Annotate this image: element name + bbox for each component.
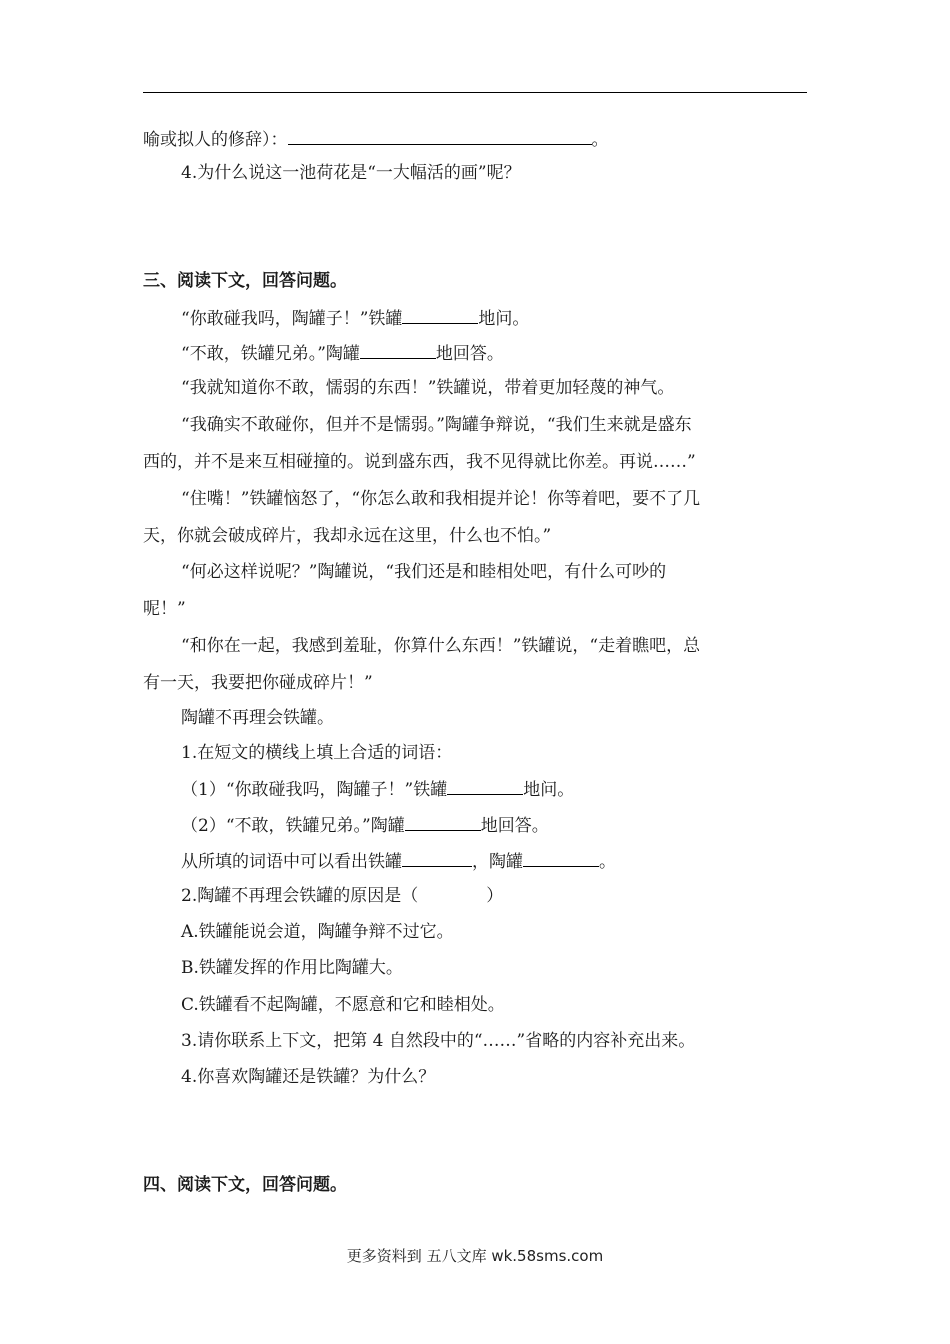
answer-blank[interactable]	[447, 778, 523, 795]
answer-blank[interactable]	[405, 814, 481, 831]
paragraph-4-line-1: “我确实不敢碰你，但并不是懦弱。”陶罐争辩说，“我们生来就是盛东	[181, 415, 692, 435]
paragraph-5-line-1: “住嘴！”铁罐恼怒了，“你怎么敢和我相提并论！你等着吧，要不了几	[181, 489, 701, 509]
prev-question-line	[143, 128, 609, 151]
paragraph-8: 陶罐不再理会铁罐。	[181, 708, 334, 728]
question-2: 2.陶罐不再理会铁罐的原因是（ ）	[181, 886, 504, 906]
prev-line-text: 喻或拟人的修辞）：	[143, 130, 288, 150]
paragraph-4-line-2: 西的，并不是来互相碰撞的。说到盛东西，我不见得就比你差。再说……”	[143, 452, 696, 472]
paragraph-2: “不敢，铁罐兄弟。”陶罐 地回答。	[181, 344, 504, 364]
paragraph-1: “你敢碰我吗，陶罐子！”铁罐 地问。	[181, 309, 530, 329]
paragraph-7-line-2: 有一天，我要把你碰成碎片！”	[143, 673, 373, 693]
paragraph-7-line-1: “和你在一起，我感到羞耻，你算什么东西！”铁罐说，“走着瞧吧，总	[181, 636, 701, 656]
section3-heading: 三、阅读下文，回答问题。	[143, 271, 347, 291]
answer-blank[interactable]	[523, 850, 599, 867]
question-1-3: 从所填的词语中可以看出铁罐 ，陶罐 。	[181, 852, 616, 872]
prev-question-4: 4.为什么说这一池荷花是“一大幅活的画”呢？	[181, 163, 521, 183]
option-a: A.铁罐能说会道，陶罐争辩不过它。	[181, 922, 454, 942]
paragraph-3: “我就知道你不敢，懦弱的东西！”铁罐说，带着更加轻蔑的神气。	[181, 378, 675, 398]
prev-line-end: 。	[591, 130, 609, 150]
header-rule	[143, 92, 807, 93]
question-4: 4.你喜欢陶罐还是铁罐？为什么？	[181, 1067, 436, 1087]
footer-source-text: 更多资料到 五八文库 wk.58sms.com	[346, 1247, 604, 1265]
paragraph-6-line-1: “何必这样说呢？”陶罐说，“我们还是和睦相处吧，有什么可吵的	[181, 562, 667, 582]
paragraph-6-line-2: 呢！”	[143, 599, 186, 619]
question-1: 1.在短文的横线上填上合适的词语：	[181, 743, 453, 763]
answer-blank[interactable]	[402, 307, 478, 324]
answer-blank[interactable]	[402, 850, 472, 867]
answer-blank[interactable]	[360, 342, 436, 359]
question-1-2: （2）“不敢，铁罐兄弟。”陶罐 地回答。	[181, 816, 549, 836]
answer-blank[interactable]	[288, 128, 592, 145]
paragraph-5-line-2: 天，你就会破成碎片，我却永远在这里，什么也不怕。”	[143, 526, 552, 546]
option-c: C.铁罐看不起陶罐，不愿意和它和睦相处。	[181, 995, 505, 1015]
option-b: B.铁罐发挥的作用比陶罐大。	[181, 958, 403, 978]
question-1-1: （1）“你敢碰我吗，陶罐子！”铁罐 地问。	[181, 780, 575, 800]
question-3: 3.请你联系上下文，把第 4 自然段中的“……”省略的内容补充出来。	[181, 1031, 696, 1051]
section4-heading: 四、阅读下文，回答问题。	[143, 1175, 347, 1195]
